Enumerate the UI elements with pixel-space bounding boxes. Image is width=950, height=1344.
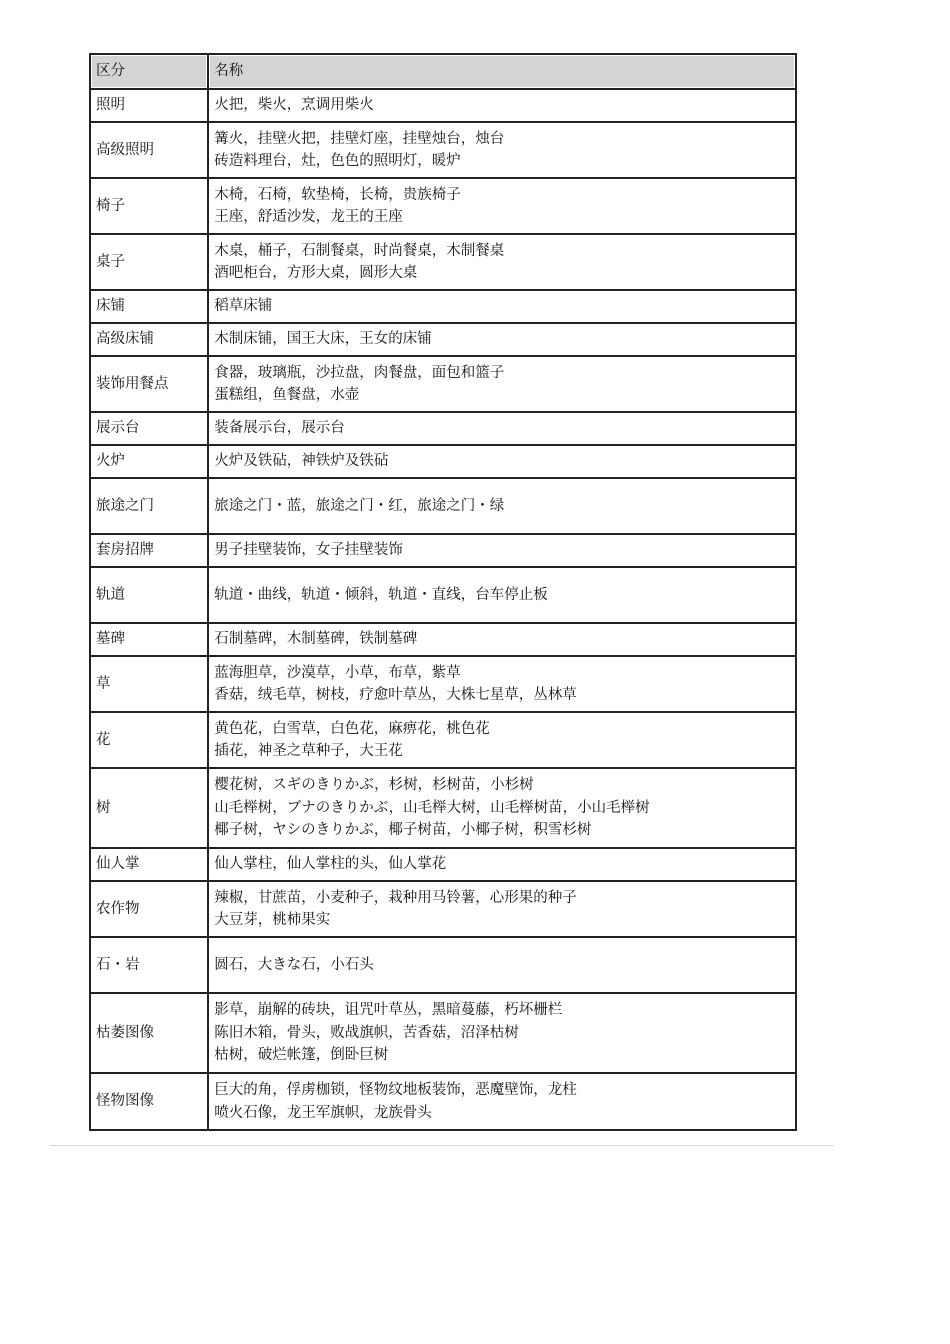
names-cell (208, 937, 796, 993)
table-row (90, 656, 796, 712)
item-names-line: 喷火石像，龙王军旗帜，龙族骨头 (214, 1104, 432, 1121)
item-names-line: 稻草床铺 (214, 298, 273, 315)
table-row (90, 178, 796, 234)
category-cell: 农作物 (90, 881, 208, 937)
table-row (90, 290, 796, 323)
table-row (90, 478, 796, 534)
names-cell (208, 89, 796, 122)
table-row (90, 122, 796, 178)
names-cell (208, 234, 796, 290)
item-names-line: 蓝海胆草，沙漠草，小草，布草，紫草 (214, 664, 461, 681)
category-cell: 装饰用餐点 (90, 356, 208, 412)
table-row (90, 712, 796, 768)
table-body (90, 54, 796, 1130)
names-cell (208, 623, 796, 656)
table-row (90, 993, 796, 1073)
category-cell: 套房招牌 (90, 534, 208, 567)
category-cell: 旅途之门 (90, 478, 208, 534)
item-names-line: 大豆芽，桃柿果实 (214, 912, 331, 928)
names-cell (208, 534, 796, 567)
table-row (90, 89, 796, 122)
category-cell: 轨道 (90, 567, 208, 623)
item-names-line: 装备展示台，展示台 (214, 420, 345, 437)
names-cell (208, 768, 796, 848)
table-row (90, 534, 796, 567)
category-cell: 花 (90, 712, 208, 768)
table-row (90, 234, 796, 290)
item-names-line: 男子挂壁装饰，女子挂壁装饰 (214, 542, 403, 559)
item-names-line: 酒吧柜台，方形大桌，圆形大桌 (214, 265, 418, 281)
table-row (90, 356, 796, 412)
category-cell: 照明 (90, 89, 208, 122)
table-row (90, 1073, 796, 1130)
category-cell: 树 (90, 768, 208, 848)
table-row (90, 567, 796, 623)
item-names-line: 轨道・曲线，轨道・倾斜，轨道・直线，台车停止板 (214, 586, 548, 603)
item-names-line: 木桌，桶子，石制餐桌，时尚餐桌，木制餐桌 (214, 242, 505, 259)
category-cell: 枯萎图像 (90, 993, 208, 1073)
names-cell (208, 567, 796, 623)
category-cell: 高级照明 (90, 122, 208, 178)
table-row (90, 768, 796, 848)
item-names-line: 巨大的角，俘虏枷锁，怪物纹地板装饰，恶魔壁饰，龙柱 (214, 1082, 577, 1098)
category-cell: 草 (90, 656, 208, 712)
names-cell (208, 1073, 796, 1130)
names-cell (208, 323, 796, 356)
item-names-line: 山毛榉树，ブナのきりかぶ，山毛榉大树，山毛榉树苗，小山毛榉树 (214, 799, 650, 816)
category-cell: 墓碑 (90, 623, 208, 656)
names-cell (208, 993, 796, 1073)
table-row (90, 881, 796, 937)
category-cell: 怪物图像 (90, 1073, 208, 1130)
table-row (90, 323, 796, 356)
names-cell (208, 881, 796, 937)
table-row (90, 412, 796, 445)
names-cell (208, 290, 796, 323)
item-names-line: 黄色花，白雪草，白色花，麻痹花，桃色花 (214, 720, 490, 737)
names-cell (208, 712, 796, 768)
table-row (90, 937, 796, 993)
item-names-line: 火炉及铁砧，神铁炉及铁砧 (214, 453, 389, 470)
category-cell: 仙人掌 (90, 848, 208, 881)
item-names-line: 枯树，破烂帐篷，倒卧巨树 (214, 1047, 389, 1064)
item-names-line: 椰子树，ヤシのきりかぶ，椰子树苗，小椰子树，积雪杉树 (214, 822, 592, 839)
names-cell (208, 656, 796, 712)
category-cell: 火炉 (90, 445, 208, 478)
names-cell (208, 445, 796, 478)
header-category-cell: 区分 (90, 54, 208, 89)
category-cell: 石・岩 (90, 937, 208, 993)
item-names-line: 插花，神圣之草种子，大王花 (214, 743, 403, 759)
page-divider (50, 1145, 834, 1146)
item-names-line: 旅途之门・蓝，旅途之门・红，旅途之门・绿 (214, 497, 505, 514)
item-names-line: 圆石，大きな石，小石头 (214, 956, 374, 973)
names-cell (208, 412, 796, 445)
item-names-line: 石制墓碑，木制墓碑，铁制墓碑 (214, 631, 418, 648)
category-cell: 椅子 (90, 178, 208, 234)
item-names-line: 王座，舒适沙发，龙王的王座 (214, 209, 403, 225)
names-cell (208, 356, 796, 412)
names-cell (208, 122, 796, 178)
item-names-line: 蛋糕组，鱼餐盘，水壶 (214, 387, 360, 403)
item-category-table (89, 53, 797, 1131)
names-cell (208, 848, 796, 881)
item-names-line: 樱花树，スギのきりかぶ，杉树，杉树苗，小杉树 (214, 777, 534, 794)
item-names-line: 火把，柴火，烹调用柴火 (214, 97, 374, 114)
category-cell: 桌子 (90, 234, 208, 290)
names-cell (208, 478, 796, 534)
item-names-line: 木椅，石椅，软垫椅，长椅，贵族椅子 (214, 186, 461, 203)
item-names-line: 影草，崩解的砖块，诅咒叶草丛，黑暗蔓藤，朽坏栅栏 (214, 1002, 563, 1019)
item-names-line: 辣椒，甘蔗苗，小麦种子，栽种用马铃薯，心形果的种子 (214, 889, 577, 906)
table-header-row (90, 54, 796, 89)
header-names-cell: 名称 (208, 54, 796, 89)
names-cell (208, 178, 796, 234)
table-row (90, 848, 796, 881)
item-names-line: 篝火，挂壁火把，挂壁灯座，挂壁烛台，烛台 (214, 130, 505, 147)
item-names-line: 食器，玻璃瓶，沙拉盘，肉餐盘，面包和篮子 (214, 364, 505, 381)
category-cell: 床铺 (90, 290, 208, 323)
item-names-line: 仙人掌柱，仙人掌柱的头，仙人掌花 (214, 856, 447, 873)
category-cell: 高级床铺 (90, 323, 208, 356)
item-names-line: 香菇，绒毛草，树枝，疗愈叶草丛，大株七星草，丛林草 (214, 687, 577, 703)
table-row (90, 445, 796, 478)
category-cell: 展示台 (90, 412, 208, 445)
table-row (90, 623, 796, 656)
item-names-line: 砖造料理台，灶，色色的照明灯，暖炉 (214, 153, 461, 169)
item-names-line: 木制床铺，国王大床，王女的床铺 (214, 331, 432, 348)
item-names-line: 陈旧木箱，骨头，败战旗帜，苦香菇，沼泽枯树 (214, 1024, 519, 1041)
